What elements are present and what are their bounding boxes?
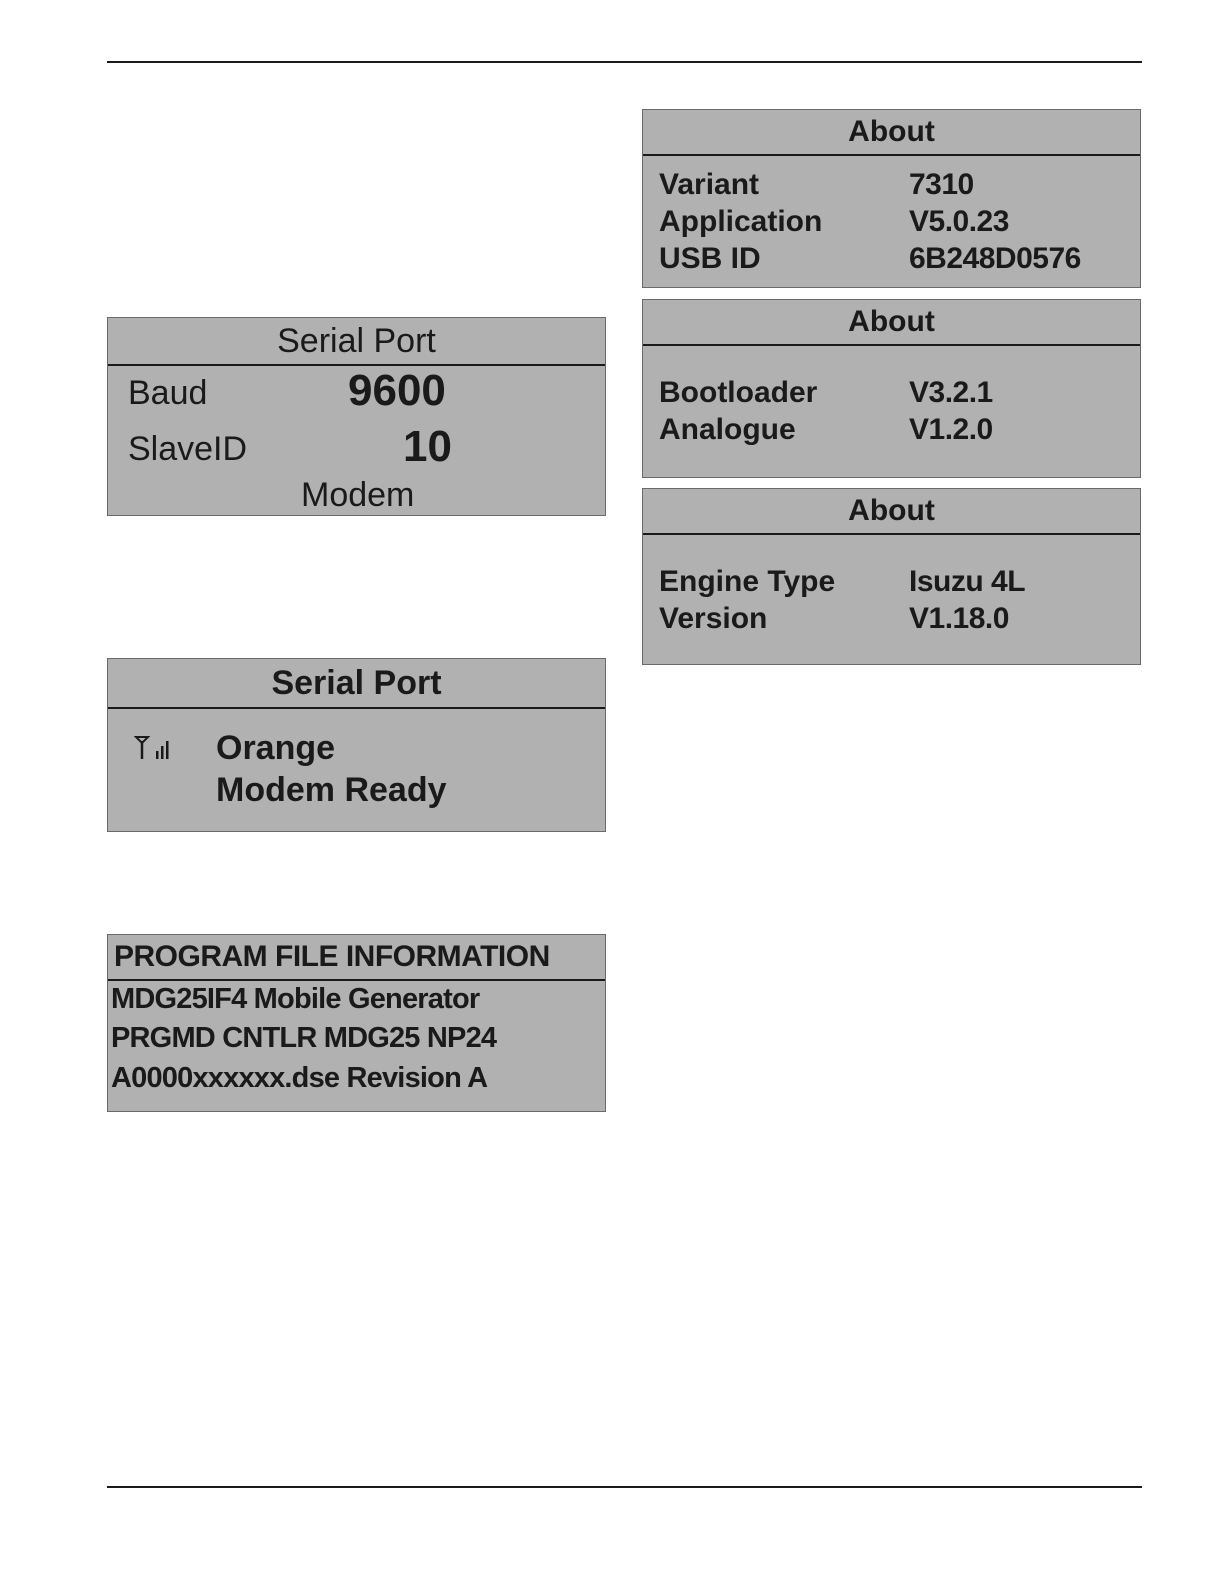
program-file-line-2: PRGMD CNTLR MDG25 NP24 (111, 1022, 497, 1054)
program-file-line-3: A0000xxxxxx.dse Revision A (111, 1062, 488, 1094)
serial-port-modem-panel (107, 658, 606, 832)
panel-title: About (643, 489, 1140, 535)
engine-type-label: Engine Type (659, 565, 836, 598)
baud-label: Baud (128, 374, 208, 412)
panel-title: Serial Port (108, 659, 605, 709)
bottom-rule (107, 1486, 1142, 1488)
mode-label: Modem (301, 476, 415, 514)
version-label: Version (659, 602, 768, 635)
slave-id-value: 10 (403, 422, 452, 471)
program-file-information-panel (107, 934, 606, 1112)
top-rule (107, 61, 1142, 63)
application-label: Application (659, 205, 823, 238)
panel-title: PROGRAM FILE INFORMATION (108, 935, 605, 981)
serial-port-panel (107, 317, 606, 516)
panel-title: About (643, 110, 1140, 156)
analogue-label: Analogue (659, 413, 796, 446)
engine-type-value: Isuzu 4L (909, 565, 1026, 598)
bootloader-value: V3.2.1 (909, 376, 993, 409)
signal-strength-icon (134, 735, 174, 761)
application-value: V5.0.23 (909, 205, 1009, 238)
bootloader-label: Bootloader (659, 376, 818, 409)
about-panel-versions (642, 109, 1141, 288)
modem-status: Modem Ready (216, 771, 447, 809)
version-value: V1.18.0 (909, 602, 1009, 635)
about-panel-firmware (642, 299, 1141, 478)
usb-id-value: 6B248D0576 (909, 242, 1081, 275)
panel-title: About (643, 300, 1140, 346)
usb-id-label: USB ID (659, 242, 761, 275)
panel-title: Serial Port (108, 318, 605, 366)
baud-value: 9600 (348, 366, 446, 415)
program-file-line-1: MDG25IF4 Mobile Generator (111, 983, 480, 1015)
about-panel-engine (642, 488, 1141, 665)
network-name: Orange (216, 729, 336, 767)
variant-label: Variant (659, 168, 760, 201)
analogue-value: V1.2.0 (909, 413, 993, 446)
variant-value: 7310 (909, 168, 974, 201)
slave-id-label: SlaveID (128, 430, 248, 468)
